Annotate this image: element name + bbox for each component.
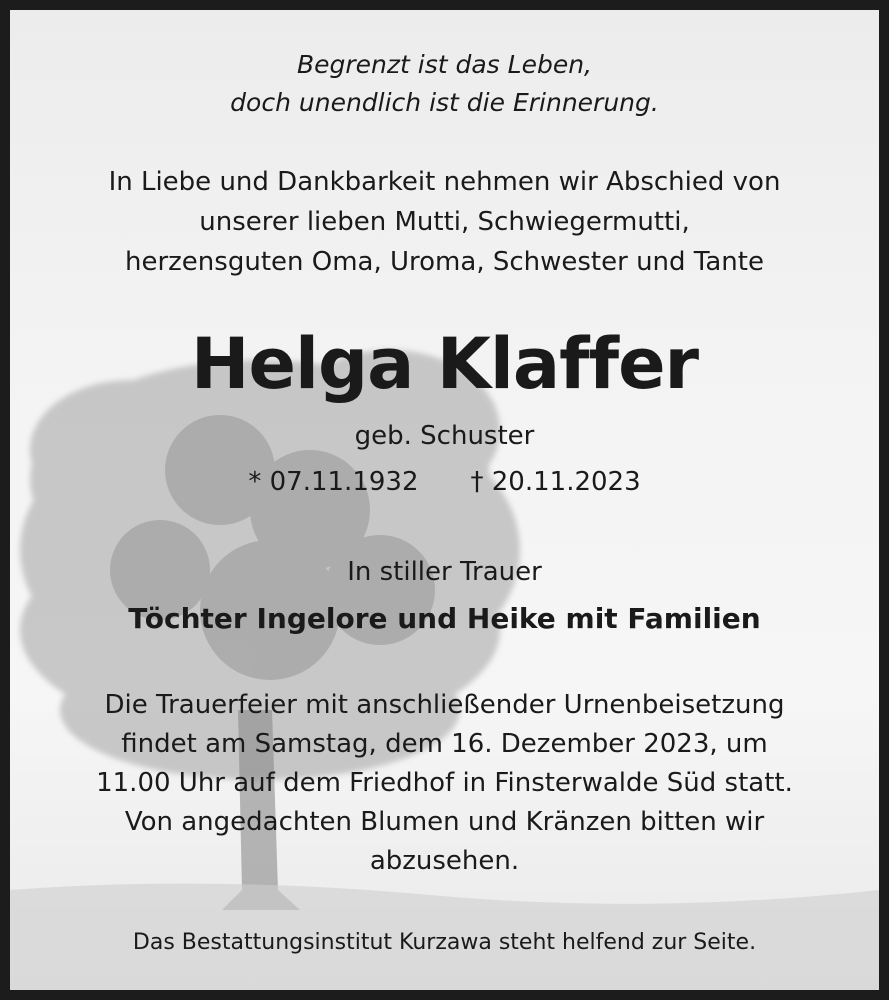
- ceremony-line: Die Trauerfeier mit anschließender Urnenbeisetzung: [104, 690, 785, 720]
- ceremony-line: abzusehen.: [369, 846, 520, 876]
- birth-name: geb. Schuster: [354, 421, 535, 451]
- ceremony-details: [10, 686, 879, 881]
- birth-date: * 07.11.1932: [248, 467, 419, 497]
- ceremony-line: findet am Samstag, dem 16. Dezember 2023, um: [121, 729, 768, 759]
- motto-quote: [10, 46, 879, 122]
- intro-paragraph: [10, 162, 879, 282]
- motto-line: doch unendlich ist die Erinnerung.: [230, 88, 659, 117]
- intro-line: unserer lieben Mutti, Schwiegermutti,: [199, 207, 690, 237]
- intro-line: In Liebe und Dankbarkeit nehmen wir Abschied von: [108, 167, 781, 197]
- intro-line: herzensguten Oma, Uroma, Schwester und Tante: [125, 247, 764, 277]
- ceremony-line: Von angedachten Blumen und Kränzen bitten wir: [124, 807, 765, 837]
- mourning-label: In stiller Trauer: [347, 557, 542, 587]
- life-dates: [10, 462, 879, 502]
- ceremony-line: 11.00 Uhr auf dem Friedhof in Finsterwalde Süd statt.: [96, 768, 793, 798]
- funeral-home-footer: Das Bestattungsinstitut Kurzawa steht helfend zur Seite.: [132, 930, 757, 955]
- mourners: Töchter Ingelore und Heike mit Familien: [128, 602, 761, 635]
- motto-line: Begrenzt ist das Leben,: [296, 50, 592, 79]
- deceased-name: Helga Klaffer: [190, 323, 699, 405]
- death-date: † 20.11.2023: [470, 467, 641, 497]
